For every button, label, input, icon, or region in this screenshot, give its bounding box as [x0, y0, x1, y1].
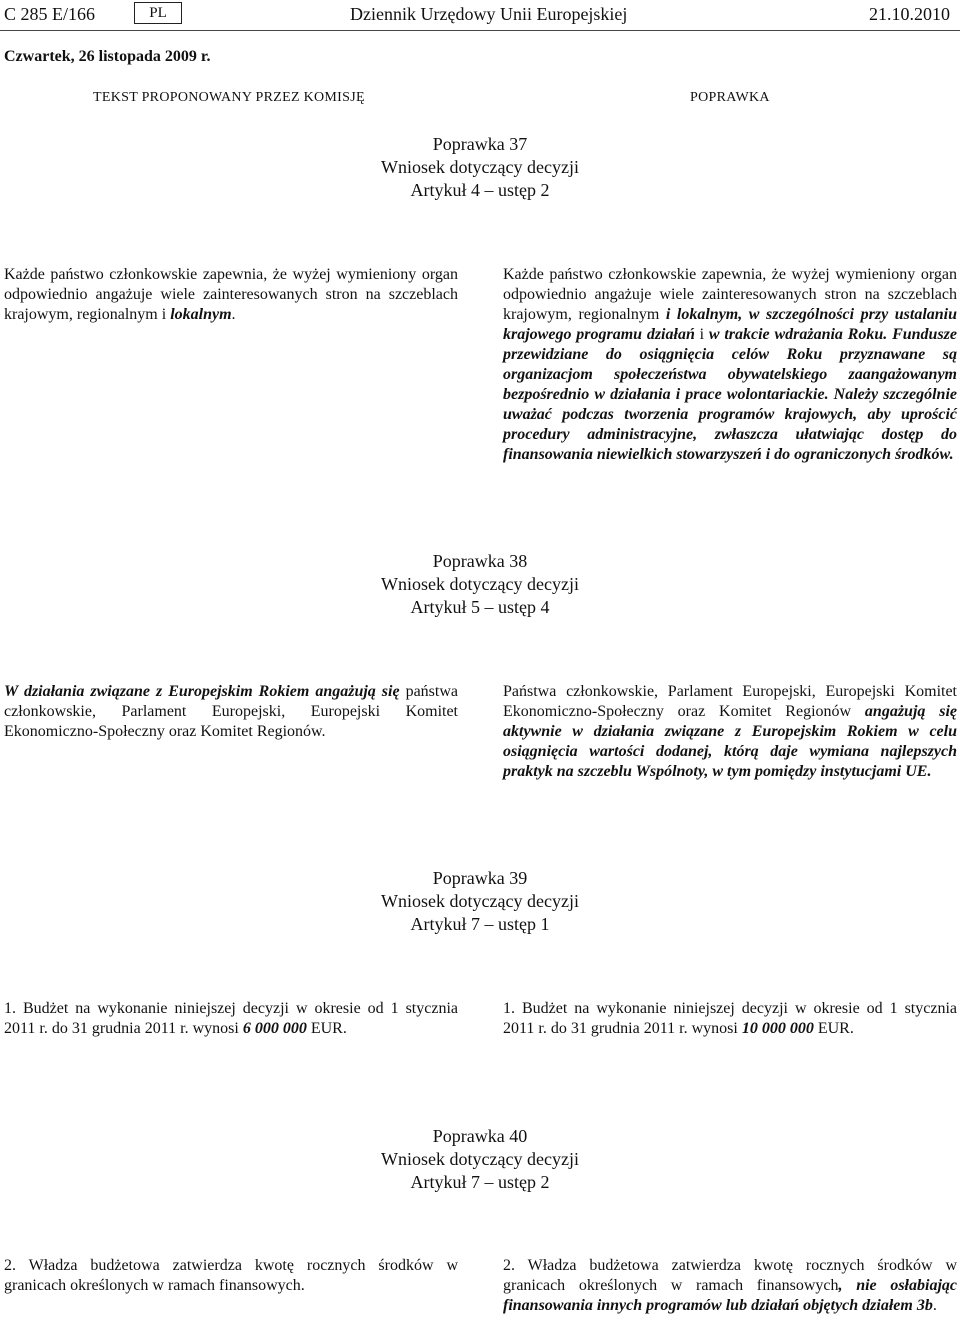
amended-text-run: 10 000 000	[741, 1020, 814, 1037]
amendment-article: Artykuł 7 – ustęp 2	[410, 1172, 550, 1192]
amended-text-run: angażują się aktywnie w działania związane z Europejskim Rokiem w celu osiągnięcia wartości dodanej, którą daje wymiana najlepszych praktyk na szczeblu Wspólnoty, w tym pomiędzy instytucjami UE.	[503, 703, 957, 780]
amendment-number: Poprawka 39	[432, 868, 528, 888]
text-run: państwa członkowskie, Parlament Europejski, Europejski Komitet Ekonomiczno-Społeczny oraz Komitet Regionów.	[4, 683, 458, 740]
amended-text-run: , nie osłabiając finansowania innych programów lub działań objętych działem 3b	[503, 1277, 957, 1314]
amendment-text	[503, 265, 957, 465]
text-run: 2. Władza budżetowa zatwierdza kwotę rocznych środków w granicach określonych w ramach finansowych	[503, 1257, 957, 1294]
header-divider	[0, 30, 960, 31]
amendment-subject: Wniosek dotyczący decyzji	[381, 891, 579, 911]
page-header	[0, 0, 960, 34]
amendment-subject: Wniosek dotyczący decyzji	[381, 1149, 579, 1169]
text-run: Państwa członkowskie, Parlament Europejski, Europejski Komitet Ekonomiczno-Społeczny oraz Komitet Regionów	[503, 683, 957, 720]
text-run: .	[231, 306, 236, 323]
amendment-text	[503, 682, 957, 782]
amended-text-run: 6 000 000	[242, 1020, 307, 1037]
amendment-subject: Wniosek dotyczący decyzji	[381, 574, 579, 594]
text-run: i	[694, 326, 709, 343]
amendment-heading	[0, 867, 960, 936]
column-heading-amendment: POPRAWKA	[690, 90, 770, 105]
amended-text-run: lokalnym	[170, 306, 232, 323]
amendment-heading	[0, 1125, 960, 1194]
amended-text-run: w trakcie wdrażania Roku. Fundusze przewidziane do osiągnięcia celów Roku przyznawane są organizacjom społeczeństwa obywatelskiego zaangażowanym bezpośrednio w działania i prace wolontariackie. Należy szczególnie uważać podczas tworzenia programów krajowych, aby uprościć procedury administracyjne, zwłaszcza ułatwiając dostęp do finansowania niewielkich stowarzyszeń i do ograniczonych środków.	[503, 326, 957, 463]
amendment-number: Poprawka 38	[432, 551, 528, 571]
text-run: 2. Władza budżetowa zatwierdza kwotę rocznych środków w granicach określonych w ramach finansowych.	[4, 1257, 458, 1294]
commission-text	[4, 1256, 458, 1296]
text-run: Każde państwo członkowskie zapewnia, że wyżej wymieniony organ odpowiednio angażuje wiele zainteresowanych stron na szczeblach krajowym, regionalnym	[503, 266, 957, 323]
amendment-article: Artykuł 7 – ustęp 1	[410, 914, 550, 934]
amendment-heading	[0, 133, 960, 202]
amendment-number: Poprawka 37	[432, 134, 528, 154]
amendment-article: Artykuł 4 – ustęp 2	[410, 180, 550, 200]
amendment-heading	[0, 550, 960, 619]
text-run: 1. Budżet na wykonanie niniejszej decyzji w okresie od 1 stycznia 2011 r. do 31 grudnia 2011 r. wynosi	[503, 1000, 957, 1037]
sitting-date: Czwartek, 26 listopada 2009 r.	[4, 48, 211, 65]
language-badge: PL	[134, 2, 182, 24]
text-run: 1. Budżet na wykonanie niniejszej decyzji w okresie od 1 stycznia 2011 r. do 31 grudnia 2011 r. wynosi	[4, 1000, 458, 1037]
amendment-text	[503, 1256, 957, 1316]
commission-text	[4, 999, 458, 1039]
amendment-text	[503, 999, 957, 1039]
text-run: .	[932, 1297, 937, 1314]
commission-text	[4, 682, 458, 742]
page-reference: C 285 E/166	[4, 4, 96, 24]
column-heading-commission: TEKST PROPONOWANY PRZEZ KOMISJĘ	[93, 90, 365, 105]
journal-title: Dziennik Urzędowy Unii Europejskiej	[350, 4, 628, 24]
text-run: Każde państwo członkowskie zapewnia, że wyżej wymieniony organ odpowiednio angażuje wiele zainteresowanych stron na szczeblach krajowym, regionalnym i	[4, 266, 458, 323]
amendment-subject: Wniosek dotyczący decyzji	[381, 157, 579, 177]
amended-text-run: i lokalnym, w szczególności przy ustalaniu krajowego programu działań	[503, 306, 958, 343]
amendment-article: Artykuł 5 – ustęp 4	[410, 597, 550, 617]
text-run: EUR.	[306, 1020, 347, 1037]
amendment-number: Poprawka 40	[432, 1126, 528, 1146]
commission-text	[4, 265, 458, 325]
amended-text-run: W działania związane z Europejskim Rokiem angażują się	[4, 683, 400, 700]
publication-date: 21.10.2010	[869, 4, 950, 24]
text-run: EUR.	[813, 1020, 854, 1037]
